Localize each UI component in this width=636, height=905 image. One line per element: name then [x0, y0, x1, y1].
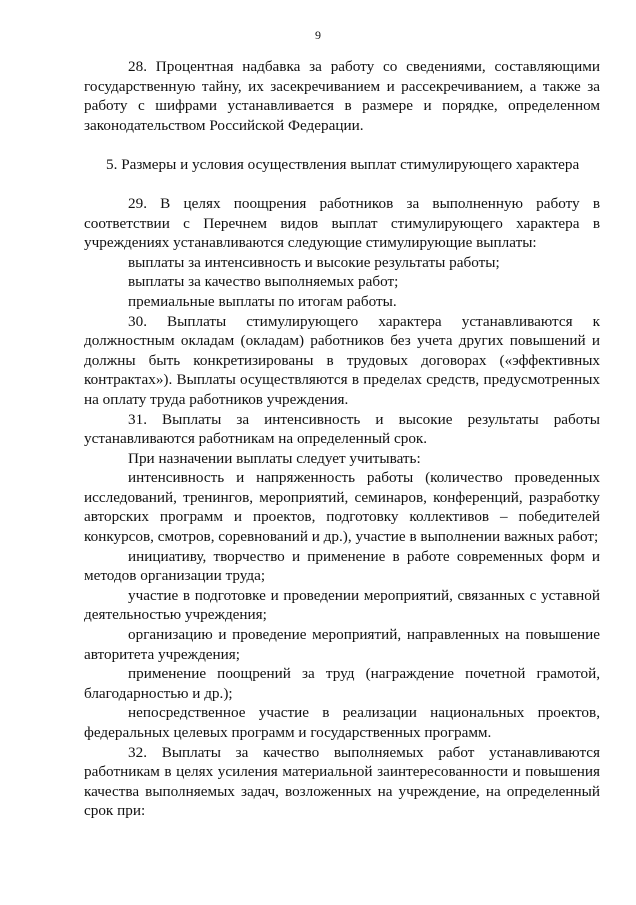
paragraph-30: 30. Выплаты стимулирующего характера устанавливаются к должностным окладам (окладам) работников без учета других повышений и должны быть конкретизированы в трудовых договорах («эффективных контрактах»). Выплаты осуществляются в пределах средств, предусмотренных на оплату труда работников учреждения. — [84, 312, 600, 408]
list-item: премиальные выплаты по итогам работы. — [128, 292, 397, 310]
paragraph-31: 31. Выплаты за интенсивность и высокие результаты работы устанавливаются работникам на определенный срок. — [84, 410, 600, 448]
paragraph-32: 32. Выплаты за качество выполняемых работ устанавливаются работникам в целях усиления материальной заинтересованности и повышения качества выполняемых задач, возложенных на учреждение, на определенный срок при: — [84, 743, 600, 820]
list-item: организацию и проведение мероприятий, направленных на повышение авторитета учреждения; — [84, 626, 600, 663]
paragraph-29: 29. В целях поощрения работников за выполненную работу в соответствии с Перечнем видов выплат стимулирующего характера в учреждениях устанавливаются следующие стимулирующие выплаты: — [84, 194, 600, 252]
paragraph-28: 28. Процентная надбавка за работу со сведениями, составляющими государственную тайну, их засекречиванием и рассекречиванием, а также за работу с шифрами устанавливается в размере и порядке, определенном законодательством Российской Федерации. — [84, 58, 600, 134]
list-item: интенсивность и напряженность работы (количество проведенных исследований, тренингов, мероприятий, семинаров, конференций, разработку авторских программ и проектов, подготовку коллективов – победителей конкурсов, смотров, соревнований и др.), участие в выполнении важных работ; — [84, 469, 600, 546]
page-number: 9 — [315, 28, 321, 42]
list-item: выплаты за интенсивность и высокие результаты работы; — [128, 253, 500, 271]
list-item: участие в подготовке и проведении мероприятий, связанных с уставной деятельностью учреждения; — [84, 586, 600, 624]
list-item: инициативу, творчество и применение в работе современных форм и методов организации труда; — [84, 547, 600, 585]
list-item: непосредственное участие в реализации национальных проектов, федеральных целевых программ и государственных программ. — [84, 704, 600, 741]
list-item: применение поощрений за труд (награждение почетной грамотой, благодарностью и др.); — [84, 665, 600, 702]
list-item: выплаты за качество выполняемых работ; — [128, 273, 399, 291]
section-5-heading: 5. Размеры и условия осуществления выплат стимулирующего характера — [106, 156, 580, 174]
paragraph-31-intro: При назначении выплаты следует учитывать: — [128, 449, 421, 467]
document-body — [84, 57, 600, 821]
